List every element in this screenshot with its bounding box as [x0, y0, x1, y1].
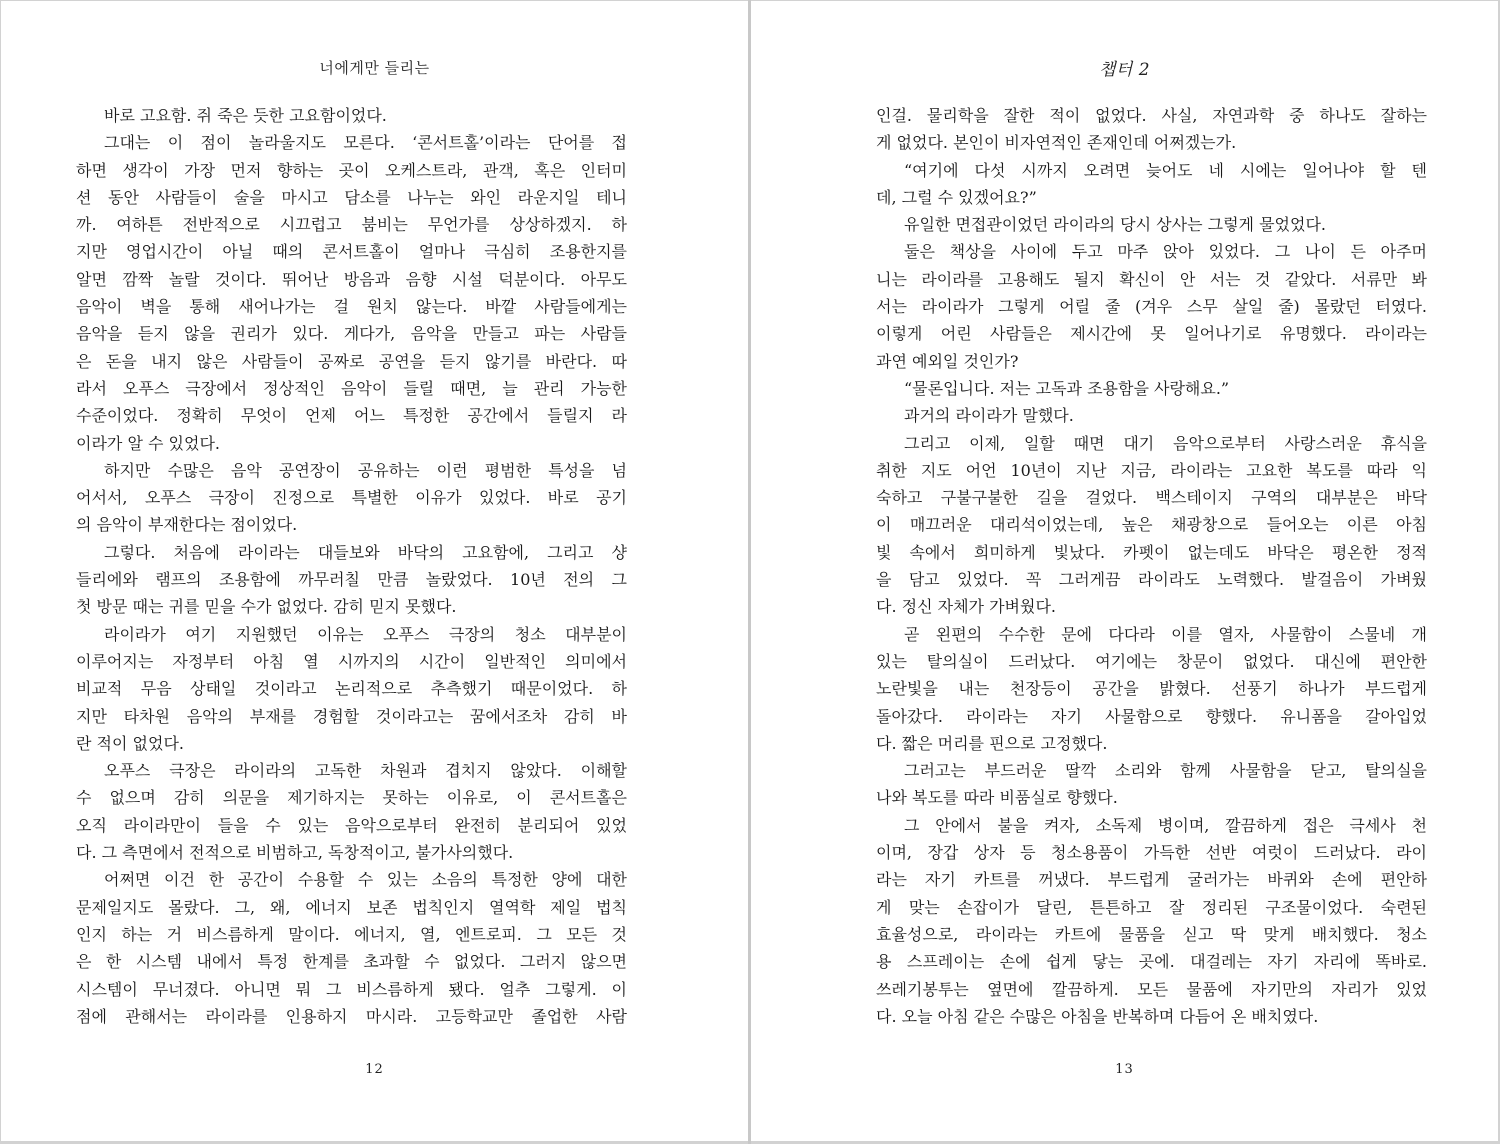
text-line: “물론입니다. 저는 고독과 조용함을 사랑해요.”: [904, 378, 1230, 398]
text-line: 하지만 수많은 음악 공연장이 공유하는 이런 평범한 특성을 넘: [104, 460, 627, 480]
text-line: 그대는 이 점이 놀라울지도 모른다. ‘콘서트홀’이라는 단어를 접: [104, 133, 627, 153]
text-line: 그리고 이제, 일할 때면 대기 음악으로부터 사랑스러운 휴식을: [904, 433, 1427, 453]
text-line: 그렇다. 처음에 라이라는 대들보와 바닥의 고요함에, 그리고 샹: [104, 542, 627, 562]
text-line: 용 스프레이는 손에 쉽게 닿는 곳에. 대걸레는 자기 자리에 똑바로.: [876, 952, 1427, 972]
text-line: 나와 복도를 따라 비품실로 향했다.: [876, 788, 1118, 808]
text-line: 게 맞는 손잡이가 달린, 튼튼하고 잘 정리된 구조물이었다. 숙련된: [876, 897, 1427, 917]
text-line: 음악을 듣지 않을 권리가 있다. 게다가, 음악을 만들고 파는 사람들: [76, 324, 627, 344]
text-line: 란 적이 없었다.: [76, 733, 184, 753]
text-line: 문제일지도 몰랐다. 그, 왜, 에너지 보존 법칙인지 열역학 제일 법칙: [76, 897, 627, 917]
right-page: [751, 1, 1498, 1141]
text-line: 둘은 책상을 사이에 두고 마주 앉아 있었다. 그 나이 든 아주머: [904, 242, 1427, 262]
text-line: 들리에와 램프의 조용함에 까무러칠 만큼 놀랐었다. 10년 전의 그: [76, 570, 627, 590]
text-line: 과거의 라이라가 말했다.: [904, 406, 1074, 426]
text-line: 은 돈을 내지 않은 사람들이 공짜로 공연을 듣지 않기를 바란다. 따: [76, 351, 627, 371]
text-line: 다. 그 측면에서 전적으로 비범하고, 독창적이고, 불가사의했다.: [76, 843, 514, 863]
text-line: 과연 예외일 것인가?: [876, 351, 1019, 371]
text-line: 이라가 알 수 있었다.: [76, 433, 220, 453]
text-line: 다. 정신 자체가 가벼웠다.: [876, 597, 1056, 617]
text-line: 음악이 벽을 통해 새어나가는 걸 원치 않는다. 바깥 사람들에게는: [76, 297, 627, 317]
running-head-book-title: 너에게만 들리는: [319, 59, 430, 77]
text-line: 이루어지는 자정부터 아침 열 시까지의 시간이 일반적인 의미에서: [76, 651, 627, 671]
text-line: 곧 왼편의 수수한 문에 다다라 이를 열자, 사물함이 스물네 개: [904, 624, 1427, 644]
text-line: 이 매끄러운 대리석이었는데, 높은 채광창으로 들어오는 이른 아침: [876, 515, 1427, 535]
text-line: “여기에 다섯 시까지 오려면 늦어도 네 시에는 일어나야 할 텐: [904, 160, 1427, 180]
text-line: 은 한 시스템 내에서 특정 한계를 초과할 수 없었다. 그러지 않으면: [76, 952, 627, 972]
text-line: 취한 지도 어언 10년이 지난 지금, 라이라는 고요한 복도를 따라 익: [876, 460, 1427, 480]
text-line: 지만 타차원 음악의 부재를 경험할 것이라고는 꿈에서조차 감히 바: [76, 706, 627, 726]
text-line: 어쩌면 이건 한 공간이 수용할 수 있는 소음의 특정한 양에 대한: [104, 870, 627, 890]
text-line: 다. 짧은 머리를 핀으로 고정했다.: [876, 733, 1108, 753]
text-line: 수준이었다. 정확히 무엇이 언제 어느 특정한 공간에서 들릴지 라: [76, 406, 627, 426]
text-line: 오직 라이라만이 들을 수 있는 음악으로부터 완전히 분리되어 있었: [76, 815, 627, 835]
text-line: 하면 생각이 가장 먼저 향하는 곳이 오케스트라, 관객, 혹은 인터미: [76, 160, 627, 180]
text-line: 데, 그럴 수 있겠어요?”: [876, 187, 1037, 207]
text-line: 점에 관해서는 라이라를 인용하지 마시라. 고등학교만 졸업한 사람: [76, 1006, 627, 1026]
text-line: 지만 영업시간이 아닐 때의 콘서트홀이 얼마나 극심히 조용한지를: [76, 242, 627, 262]
text-line: 그러고는 부드러운 딸깍 소리와 함께 사물함을 닫고, 탈의실을: [904, 761, 1427, 781]
left-page: [1, 1, 748, 1141]
text-line: 니는 라이라를 고용해도 될지 확신이 안 서는 것 같았다. 서류만 봐: [876, 269, 1427, 289]
text-line: 바로 고요함. 쥐 죽은 듯한 고요함이었다.: [104, 106, 387, 125]
page-number-left: 12: [365, 1062, 384, 1077]
text-line: 유일한 면접관이었던 라이라의 당시 상사는 그렇게 물었었다.: [904, 215, 1327, 235]
text-line: 이며, 장갑 상자 등 청소용품이 가득한 선반 여럿이 드러났다. 라이: [876, 843, 1427, 863]
text-line: 이렇게 어린 사람들은 제시간에 못 일어나기로 유명했다. 라이라는: [876, 324, 1427, 344]
text-line: 다. 오늘 아침 같은 수많은 아침을 반복하며 다듬어 온 배치였다.: [876, 1006, 1319, 1026]
page-number-right: 13: [1115, 1062, 1134, 1077]
left-page-body: [76, 102, 627, 1030]
text-line: 수 없으며 감히 의문을 제기하지는 못하는 이유로, 이 콘서트홀은: [76, 788, 627, 808]
text-line: 오푸스 극장은 라이라의 고독한 차원과 겹치지 않았다. 이해할: [104, 761, 627, 781]
text-line: 션 동안 사람들이 술을 마시고 담소를 나누는 와인 라운지일 테니: [76, 187, 627, 207]
text-line: 라서 오푸스 극장에서 정상적인 음악이 들릴 때면, 늘 관리 가능한: [76, 378, 627, 398]
text-line: 노란빛을 내는 천장등이 공간을 밝혔다. 선풍기 하나가 부드럽게: [876, 679, 1427, 699]
text-line: 알면 깜짝 놀랄 것이다. 뛰어난 방음과 음향 시설 덕분이다. 아무도: [76, 269, 627, 289]
text-line: 돌아갔다. 라이라는 자기 사물함으로 향했다. 유니폼을 갈아입었: [876, 706, 1427, 726]
running-head-chapter: 챕터 2: [1098, 60, 1151, 80]
text-line: 효율성으로, 라이라는 카트에 물품을 싣고 딱 맞게 배치했다. 청소: [876, 924, 1427, 944]
text-line: 게 없었다. 본인이 비자연적인 존재인데 어쩌겠는가.: [876, 133, 1237, 153]
text-line: 첫 방문 때는 귀를 믿을 수가 없었다. 감히 믿지 못했다.: [76, 597, 457, 617]
right-page-body: [876, 102, 1427, 1030]
text-line: 을 담고 있었다. 꼭 그러게끔 라이라도 노력했다. 발걸음이 가벼웠: [876, 570, 1427, 590]
text-line: 쓰레기봉투는 옆면에 깔끔하게. 모든 물품에 자기만의 자리가 있었: [876, 979, 1427, 999]
text-line: 그 안에서 불을 켜자, 소독제 병이며, 깔끔하게 접은 극세사 천: [904, 815, 1427, 835]
text-line: 서는 라이라가 그렇게 어릴 줄 (겨우 스무 살일 줄) 몰랐던 터였다.: [876, 297, 1427, 317]
text-line: 어서서, 오푸스 극장이 진정으로 특별한 이유가 있었다. 바로 공기: [76, 488, 627, 508]
text-line: 인걸. 물리학을 잘한 적이 없었다. 사실, 자연과학 중 하나도 잘하는: [876, 106, 1427, 125]
text-line: 라이라가 여기 지원했던 이유는 오푸스 극장의 청소 대부분이: [104, 624, 627, 644]
text-line: 숙하고 구불구불한 길을 걸었다. 백스테이지 구역의 대부분은 바닥: [876, 488, 1427, 508]
text-line: 비교적 무음 상태일 것이라고 논리적으로 추측했기 때문이었다. 하: [76, 679, 627, 699]
text-line: 있는 탈의실이 드러났다. 여기에는 창문이 없었다. 대신에 편안한: [876, 651, 1427, 671]
text-line: 라는 자기 카트를 꺼냈다. 부드럽게 굴러가는 바퀴와 손에 편안하: [876, 870, 1427, 890]
text-line: 인지 하는 거 비스름하게 말이다. 에너지, 열, 엔트로피. 그 모든 것: [76, 924, 627, 944]
text-line: 의 음악이 부재한다는 점이었다.: [76, 515, 298, 535]
text-line: 까. 여하튼 전반적으로 시끄럽고 붐비는 무언가를 상상하겠지. 하: [76, 215, 627, 235]
text-line: 시스템이 무너졌다. 아니면 뭐 그 비스름하게 됐다. 얼추 그렇게. 이: [76, 979, 627, 999]
text-line: 빛 속에서 희미하게 빛났다. 카펫이 없는데도 바닥은 평온한 정적: [876, 542, 1427, 562]
